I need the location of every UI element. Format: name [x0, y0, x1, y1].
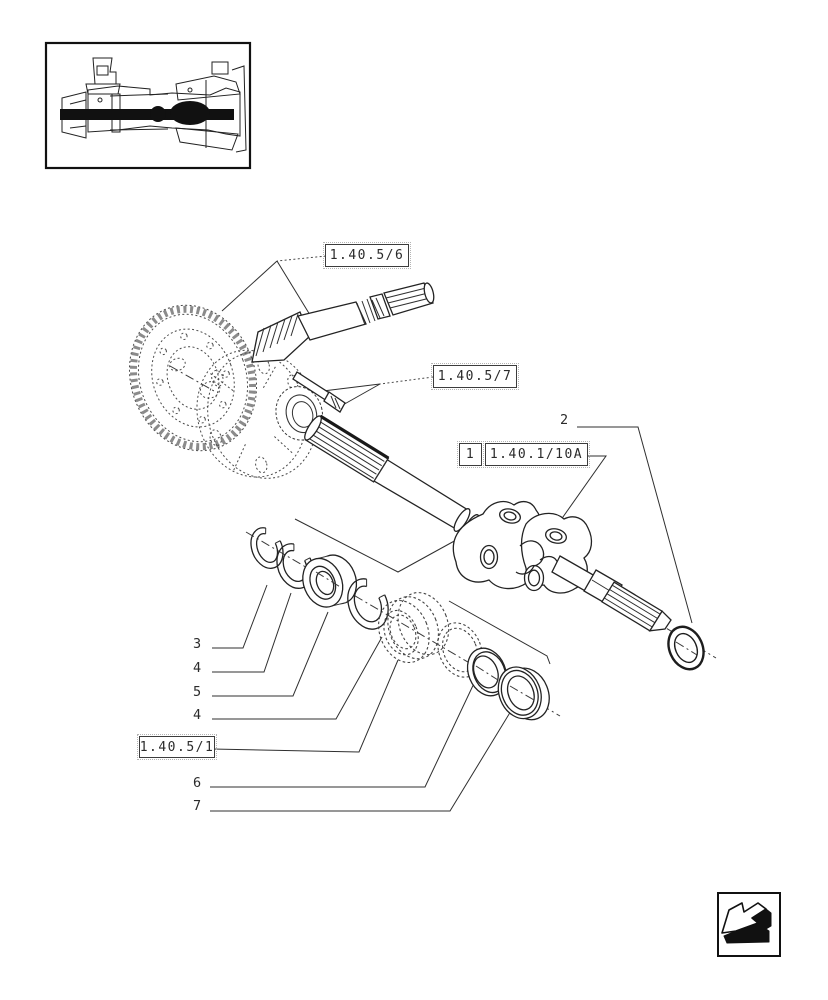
callout-number-4a: 4 — [193, 660, 203, 676]
ref-box-1-40-1-10a[interactable]: 1.40.1/10A — [485, 443, 588, 466]
callout-number-7: 7 — [193, 798, 203, 814]
callout-number-5: 5 — [193, 684, 203, 700]
ref-box-1-40-5-6[interactable]: 1.40.5/6 — [325, 244, 409, 267]
ref-box-1-40-5-1[interactable]: 1.40.5/1 — [139, 736, 215, 758]
bevel-pinion-drawing — [252, 282, 436, 362]
nav-back-icon[interactable] — [718, 893, 780, 956]
bushing-5-drawing — [296, 547, 364, 615]
assembly-thumbnail[interactable] — [46, 43, 250, 168]
callout-number-6: 6 — [193, 775, 203, 791]
callout-number-2: 2 — [560, 412, 570, 428]
crown-wheel-drawing — [109, 287, 276, 468]
item-1-box[interactable]: 1 — [459, 443, 482, 466]
oring-2-drawing — [662, 621, 710, 675]
ref-box-1-40-5-7[interactable]: 1.40.5/7 — [433, 365, 517, 388]
callout-number-4b: 4 — [193, 707, 203, 723]
boot-kit-drawing — [370, 585, 458, 670]
callout-number-3: 3 — [193, 636, 203, 652]
